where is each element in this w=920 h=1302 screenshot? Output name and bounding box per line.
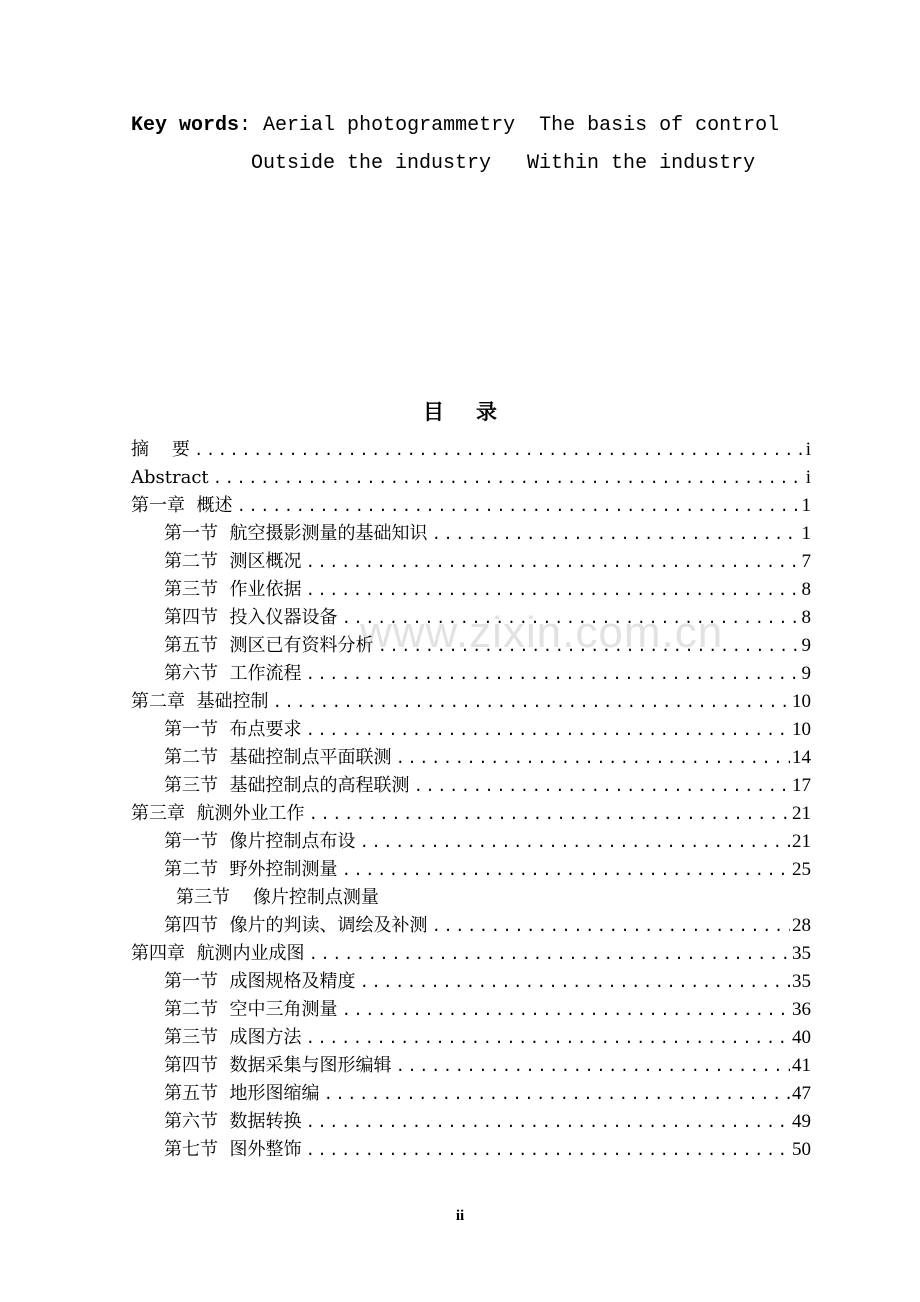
toc-leader-dots [305, 1136, 790, 1165]
toc-entry[interactable] [131, 744, 811, 772]
toc-entry-page: 7 [801, 551, 811, 572]
toc-entry-page: 35 [792, 943, 811, 964]
table-of-contents [131, 436, 811, 1164]
toc-entry-page: 1 [801, 523, 811, 544]
toc-entry[interactable] [131, 940, 811, 968]
toc-entry-page: 8 [801, 579, 811, 600]
toc-entry-label: 第一节 像片控制点布设 [164, 831, 356, 852]
toc-entry-label: 第一章 概述 [131, 495, 233, 516]
toc-entry[interactable] [131, 800, 811, 828]
toc-entry-page: 14 [792, 747, 811, 768]
toc-entry[interactable] [131, 492, 811, 520]
toc-leader-dots [305, 716, 790, 745]
toc-entry-label: 第四节 像片的判读、调绘及补测 [164, 915, 428, 936]
toc-entry[interactable] [131, 1136, 811, 1164]
toc-entry-label: 第六节 数据转换 [164, 1111, 302, 1132]
toc-entry[interactable] [131, 1080, 811, 1108]
toc-entry-page: 50 [792, 1139, 811, 1160]
toc-entry-label: 第二章 基础控制 [131, 691, 269, 712]
toc-entry-label: 摘 要 [131, 439, 190, 460]
toc-entry-label: 第四节 投入仪器设备 [164, 607, 338, 628]
toc-entry-label: 第一节 布点要求 [164, 719, 302, 740]
toc-entry[interactable] [131, 912, 811, 940]
keywords-label: Key words [131, 114, 240, 137]
toc-leader-dots [323, 1080, 790, 1109]
toc-entry-page: 9 [801, 635, 811, 656]
toc-entry-label: 第四节 数据采集与图形编辑 [164, 1055, 392, 1076]
toc-entry-label: 第七节 图外整饰 [164, 1139, 302, 1160]
toc-entry-page: i [805, 439, 811, 460]
toc-leader-dots [305, 1108, 790, 1137]
toc-entry-label: 第三节 基础控制点的高程联测 [164, 775, 410, 796]
toc-entry-label: 第五节 地形图缩编 [164, 1083, 320, 1104]
keywords-line-1 [131, 114, 779, 137]
toc-entry-page: 21 [792, 831, 811, 852]
toc-entry-page: 9 [801, 663, 811, 684]
toc-entry-label: 第二节 测区概况 [164, 551, 302, 572]
toc-entry[interactable] [131, 996, 811, 1024]
watermark: www.zixin.com.cn [360, 608, 724, 657]
toc-entry-page: 35 [792, 971, 811, 992]
toc-entry-label: 第一节 航空摄影测量的基础知识 [164, 523, 428, 544]
toc-leader-dots [395, 744, 790, 773]
toc-entry-label: 第五节 测区已有资料分析 [164, 635, 374, 656]
toc-leader-dots [395, 1052, 790, 1081]
toc-entry-page: 41 [792, 1055, 811, 1076]
toc-entry-page: 8 [801, 607, 811, 628]
toc-entry[interactable] [131, 828, 811, 856]
toc-entry[interactable] [131, 884, 811, 912]
toc-entry[interactable] [131, 548, 811, 576]
toc-leader-dots [213, 464, 804, 493]
toc-entry[interactable] [131, 1024, 811, 1052]
toc-entry[interactable] [131, 968, 811, 996]
toc-entry-page: 25 [792, 859, 811, 880]
toc-entry-label: 第六节 工作流程 [164, 663, 302, 684]
toc-entry-label: 第一节 成图规格及精度 [164, 971, 356, 992]
toc-leader-dots [308, 800, 790, 829]
keywords-text-1: Aerial photogrammetry The basis of control [263, 114, 780, 137]
toc-leader-dots [359, 968, 790, 997]
toc-entry-label: 第二节 空中三角测量 [164, 999, 338, 1020]
toc-leader-dots [194, 436, 804, 465]
toc-entry-page: 49 [792, 1111, 811, 1132]
toc-entry-label: Abstract [131, 467, 209, 488]
toc-entry-page: 21 [792, 803, 811, 824]
toc-entry[interactable] [131, 856, 811, 884]
toc-entry-page: i [805, 467, 811, 488]
toc-entry-page: 10 [792, 719, 811, 740]
toc-entry-label: 第二节 野外控制测量 [164, 859, 338, 880]
toc-entry-page: 36 [792, 999, 811, 1020]
toc-entry[interactable] [131, 436, 811, 464]
toc-leader-dots [272, 688, 790, 717]
toc-entry[interactable] [131, 772, 811, 800]
toc-leader-dots [359, 828, 790, 857]
toc-leader-dots [305, 1024, 790, 1053]
toc-entry-label: 第三节 作业依据 [164, 579, 302, 600]
toc-leader-dots [413, 772, 790, 801]
toc-entry-page: 28 [792, 915, 811, 936]
toc-entry[interactable] [131, 660, 811, 688]
toc-leader-dots [341, 996, 790, 1025]
toc-entry-label: 第三章 航测外业工作 [131, 803, 305, 824]
toc-entry[interactable] [131, 576, 811, 604]
toc-entry-page: 47 [792, 1083, 811, 1104]
toc-leader-dots [305, 660, 799, 689]
toc-leader-dots [236, 492, 799, 521]
toc-entry-page: 1 [801, 495, 811, 516]
toc-entry-page: 10 [792, 691, 811, 712]
toc-entry-label: 第二节 基础控制点平面联测 [164, 747, 392, 768]
toc-leader-dots [431, 912, 790, 941]
toc-entry-page: 17 [792, 775, 811, 796]
toc-entry-page: 40 [792, 1027, 811, 1048]
toc-leader-dots [341, 856, 790, 885]
toc-title: 目录 [423, 399, 529, 424]
page-number: ii [455, 1208, 465, 1224]
toc-leader-dots [431, 520, 799, 549]
toc-entry[interactable] [131, 716, 811, 744]
toc-entry-label: 第三节 像片控制点测量 [176, 887, 379, 908]
keywords-line-2: Outside the industry Within the industry [251, 152, 756, 175]
toc-entry[interactable] [131, 464, 811, 492]
toc-entry[interactable] [131, 1052, 811, 1080]
toc-entry[interactable] [131, 520, 811, 548]
toc-entry-label: 第三节 成图方法 [164, 1027, 302, 1048]
toc-entry-label: 第四章 航测内业成图 [131, 943, 305, 964]
toc-entry[interactable] [131, 688, 811, 716]
toc-leader-dots [305, 548, 799, 577]
toc-entry[interactable] [131, 1108, 811, 1136]
keywords-colon: : [239, 114, 264, 137]
toc-leader-dots [305, 576, 799, 605]
toc-leader-dots [308, 940, 790, 969]
